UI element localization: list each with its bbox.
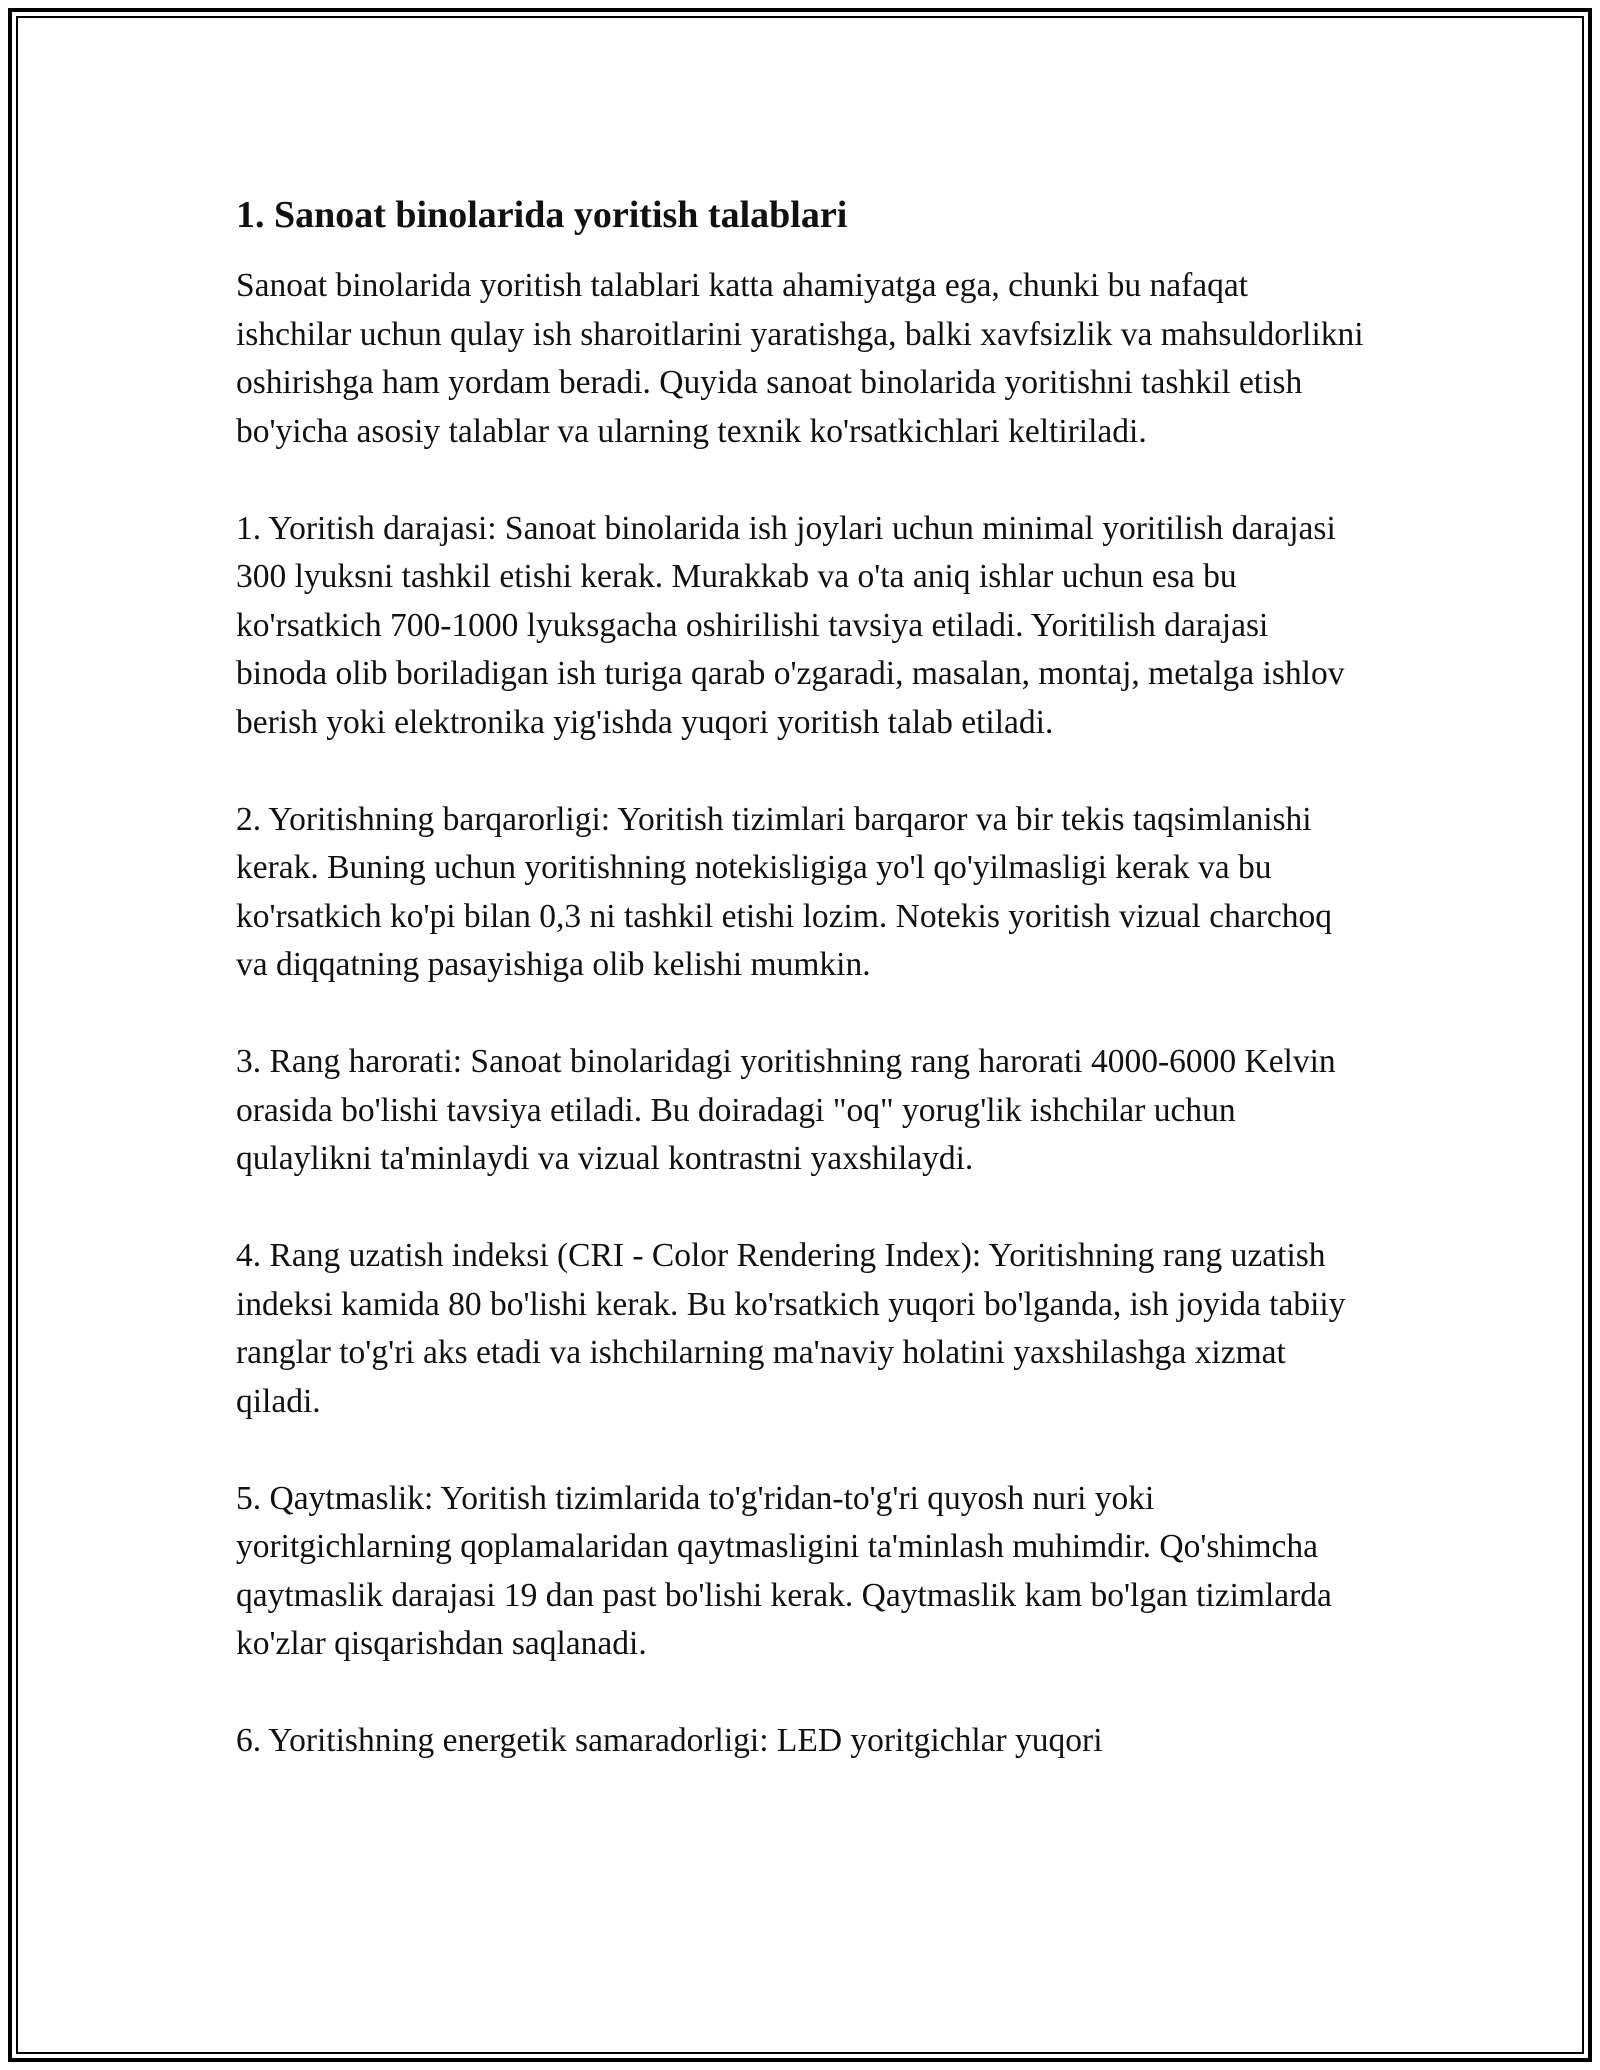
paragraph-color-temperature: 3. Rang harorati: Sanoat binolaridagi yoritishning rang harorati 4000-6000 Kelvin orasida bo'lishi tavsiya etiladi. Bu doiradagi "oq" yorug'lik ishchilar uchun qulaylikni ta'minlaydi va vizual kontrastni yaxshilaydi.: [236, 1043, 1336, 1177]
paragraph-glare: 5. Qaytmaslik: Yoritish tizimlarida to'g'ridan-to'g'ri quyosh nuri yoki yoritgichlarning qoplamalaridan qaytmasligini ta'minlash muhimdir. Qo'shimcha qaytmaslik darajasi 19 dan past bo'lishi kerak. Qaytmaslik kam bo'lgan tizimlarda ko'zlar qisqarishdan saqlanadi.: [236, 1479, 1332, 1662]
paragraph-lighting-stability: 2. Yoritishning barqarorligi: Yoritish tizimlari barqaror va bir tekis taqsimlanishi kerak. Buning uchun yoritishning notekisligiga yo'l qo'yilmasligi kerak va bu ko'rsatkich ko'pi bilan 0,3 ni tashkil etishi lozim. Notekis yoritish vizual charchoq va diqqatning pasayishiga olib kelishi mumkin.: [236, 800, 1332, 983]
document-title: 1. Sanoat binolarida yoritish talablari: [236, 194, 848, 236]
document-body: [236, 188, 1366, 1766]
paragraph-illumination-level: 1. Yoritish darajasi: Sanoat binolarida ish joylari uchun minimal yoritilish darajasi 300 lyuksni tashkil etishi kerak. Murakkab va o'ta aniq ishlar uchun esa bu ko'rsatkich 700-1000 lyuksgacha oshirilishi tavsiya etiladi. Yoritilish darajasi binoda olib boriladigan ish turiga qarab o'zgaradi, masalan, montaj, metalga ishlov berish yoki elektronika yig'ishda yuqori yoritish talab etiladi.: [236, 509, 1345, 741]
intro-paragraph: Sanoat binolarida yoritish talablari katta ahamiyatga ega, chunki bu nafaqat ishchilar uchun qulay ish sharoitlarini yaratishga, balki xavfsizlik va mahsuldorlikni oshirishga ham yordam beradi. Quyida sanoat binolarida yoritishni tashkil etish bo'yicha asosiy talablar va ularning texnik ko'rsatkichlari keltiriladi.: [236, 267, 1364, 450]
paragraph-energy-efficiency: 6. Yoritishning energetik samaradorligi: LED yoritgichlar yuqori: [236, 1722, 1103, 1759]
paragraph-color-rendering-index: 4. Rang uzatish indeksi (CRI - Color Rendering Index): Yoritishning rang uzatish indeksi kamida 80 bo'lishi kerak. Bu ko'rsatkich yuqori bo'lganda, ish joyida tabiiy ranglar to'g'ri aks etadi va ishchilarning ma'naviy holatini yaxshilashga xizmat qiladi.: [236, 1237, 1346, 1420]
